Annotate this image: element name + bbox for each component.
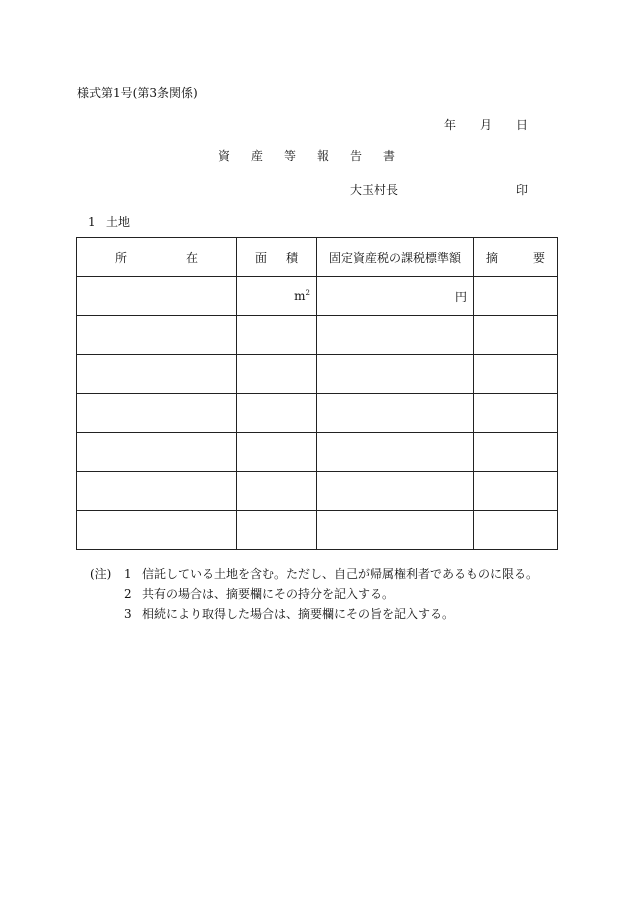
date-line: [444, 119, 528, 131]
note-text: 相続により取得した場合は、摘要欄にその旨を記入する。: [142, 607, 455, 621]
header-area: [237, 238, 317, 277]
cell-location[interactable]: [77, 277, 237, 316]
section-title: 土地: [106, 215, 131, 229]
table-row: [77, 472, 558, 511]
cell-remarks[interactable]: [474, 277, 558, 316]
cell-location[interactable]: [77, 316, 237, 355]
cell-remarks[interactable]: [474, 433, 558, 472]
note-number: 3: [124, 607, 132, 621]
cell-tax-base[interactable]: [317, 316, 474, 355]
cell-location[interactable]: [77, 355, 237, 394]
cell-location[interactable]: [77, 394, 237, 433]
title-char: 告: [350, 149, 363, 163]
table-row: [77, 511, 558, 550]
document-title: [218, 150, 416, 162]
cell-remarks[interactable]: [474, 472, 558, 511]
header-tax-base: 固定資産税の課税標準額: [317, 238, 474, 277]
cell-tax-base[interactable]: [317, 394, 474, 433]
section-heading: [88, 216, 130, 228]
note-number: 1: [124, 567, 132, 581]
seal-mark: 印: [516, 183, 529, 197]
area-unit-superscript: 2: [305, 289, 310, 297]
header-location-char: 所: [115, 250, 128, 265]
table-row: [77, 433, 558, 472]
date-day-label: 日: [516, 118, 529, 132]
header-location: [77, 238, 237, 277]
cell-tax-base[interactable]: [317, 472, 474, 511]
cell-remarks[interactable]: [474, 511, 558, 550]
title-char: 産: [251, 149, 264, 163]
note-text: 共有の場合は、摘要欄にその持分を記入する。: [142, 587, 395, 601]
cell-area[interactable]: [237, 394, 317, 433]
date-year-label: 年: [444, 118, 457, 132]
header-remarks-char: 要: [532, 250, 545, 265]
section-number: 1: [88, 215, 96, 229]
cell-remarks[interactable]: [474, 355, 558, 394]
cell-area[interactable]: [237, 472, 317, 511]
cell-tax-base[interactable]: [317, 355, 474, 394]
addressee: 大玉村長: [350, 183, 399, 197]
land-asset-table: [76, 237, 558, 550]
notes-label: (注): [90, 567, 112, 581]
table-row: [77, 316, 558, 355]
area-unit: m: [294, 289, 306, 303]
title-char: 報: [317, 149, 330, 163]
header-location-char: 在: [185, 250, 198, 265]
cell-area[interactable]: [237, 511, 317, 550]
cell-area[interactable]: [237, 355, 317, 394]
cell-remarks[interactable]: [474, 316, 558, 355]
table-row: [77, 277, 558, 316]
header-area-char: 積: [285, 250, 298, 265]
header-remarks: [474, 238, 558, 277]
cell-location[interactable]: [77, 433, 237, 472]
date-month-label: 月: [480, 118, 493, 132]
form-number: 様式第1号(第3条関係): [77, 86, 198, 100]
cell-tax-base[interactable]: [317, 511, 474, 550]
table-header-row: [77, 238, 558, 277]
cell-tax-base[interactable]: [317, 277, 474, 316]
table-row: [77, 394, 558, 433]
note-text: 信託している土地を含む。ただし、自己が帰属権利者であるものに限る。: [142, 567, 539, 581]
note-number: 2: [124, 587, 132, 601]
header-area-char: 面: [255, 250, 268, 265]
cell-area[interactable]: [237, 277, 317, 316]
cell-area[interactable]: [237, 316, 317, 355]
cell-location[interactable]: [77, 511, 237, 550]
title-char: 等: [284, 149, 297, 163]
table-row: [77, 355, 558, 394]
cell-location[interactable]: [77, 472, 237, 511]
amount-unit: 円: [454, 289, 467, 304]
title-char: 資: [218, 149, 231, 163]
header-remarks-char: 摘: [486, 250, 499, 265]
cell-area[interactable]: [237, 433, 317, 472]
cell-tax-base[interactable]: [317, 433, 474, 472]
title-char: 書: [383, 149, 396, 163]
cell-remarks[interactable]: [474, 394, 558, 433]
